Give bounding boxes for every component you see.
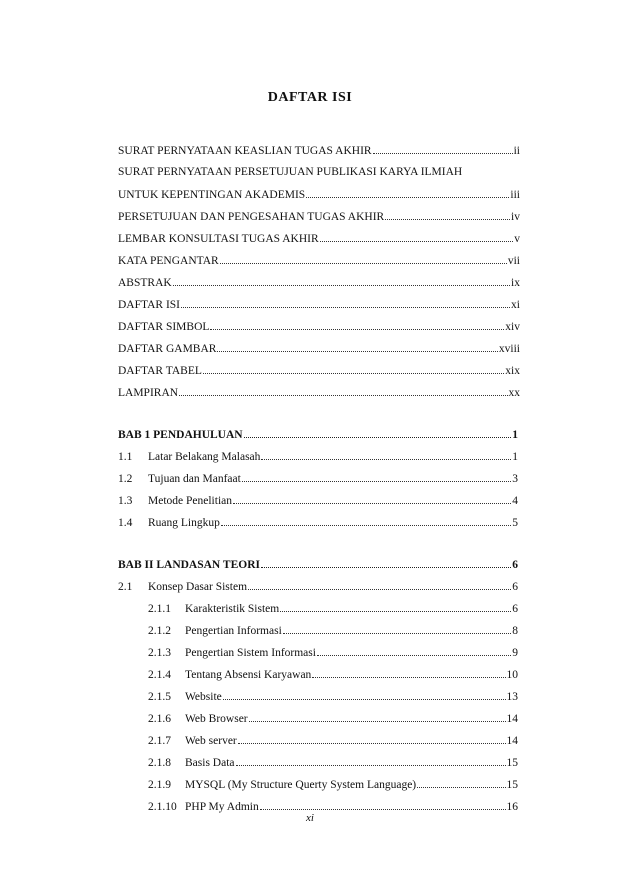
toc-label: SURAT PERNYATAAN KEASLIAN TUGAS AKHIR [118,145,372,157]
toc-chapter-heading[interactable] [118,557,518,572]
toc-number: 2.1 [118,581,133,593]
toc-number: 2.1.5 [148,691,171,703]
toc-number: 2.1.2 [148,625,171,637]
toc-number: 1.3 [118,495,133,507]
toc-page: iii [510,189,520,201]
toc-page: 1 [512,429,518,441]
leader-dots [217,341,497,352]
toc-label: Web server [185,735,237,747]
toc-label: Metode Penelitian [148,495,232,507]
leader-dots [261,557,511,568]
leader-dots [312,667,505,678]
toc-label: Ruang Lingkup [148,517,220,529]
leader-dots [385,209,510,220]
leader-dots [280,601,511,612]
leader-dots [260,799,506,810]
leader-dots [220,253,507,264]
toc-entry[interactable] [118,209,520,224]
toc-number: 2.1.10 [148,801,177,813]
toc-label: Web Browser [185,713,248,725]
toc-label: KATA PENGANTAR [118,255,219,267]
page-title: DAFTAR ISI [267,90,353,105]
toc-label: Website [185,691,222,703]
leader-dots [173,275,510,286]
toc-label: BAB II LANDASAN TEORI [118,559,260,571]
toc-label: Pengertian Sistem Informasi [185,647,316,659]
toc-number: 2.1.9 [148,779,171,791]
toc-page: 5 [512,517,518,529]
toc-page: xi [511,299,520,311]
toc-label: ABSTRAK [118,277,172,289]
toc-label: Tentang Absensi Karyawan [185,669,312,681]
leader-dots [179,385,507,396]
toc-entry[interactable] [118,187,520,202]
toc-number: 2.1.3 [148,647,171,659]
toc-label: BAB 1 PENDAHULUAN [118,429,243,441]
toc-page: ix [511,277,520,289]
toc-entry[interactable] [118,493,518,508]
toc-entry[interactable] [118,385,520,400]
toc-number: 2.1.8 [148,757,171,769]
leader-dots [249,711,506,722]
toc-number: 1.4 [118,517,133,529]
toc-page: 6 [512,603,518,615]
toc-entry[interactable] [148,689,518,704]
toc-page: 15 [506,757,518,769]
toc-number: 2.1.6 [148,713,171,725]
toc-entry[interactable] [118,449,518,464]
leader-dots [261,449,511,460]
toc-entry[interactable] [148,711,518,726]
toc-label: DAFTAR GAMBAR [118,343,217,355]
leader-dots [244,427,512,438]
toc-entry[interactable] [118,231,520,246]
toc-page: 9 [512,647,518,659]
toc-entry[interactable] [118,341,520,356]
toc-page: 8 [512,625,518,637]
toc-page: 10 [506,669,518,681]
toc-number: 1.2 [118,473,133,485]
toc-page: 16 [506,801,518,813]
toc-page: 4 [512,495,518,507]
toc-label: Konsep Dasar Sistem [148,581,248,593]
toc-label: PHP My Admin [185,801,259,813]
toc-page: 15 [506,779,518,791]
toc-entry[interactable] [118,319,520,334]
toc-page: xx [508,387,520,399]
toc-label: Karakteristik Sistem [185,603,280,615]
leader-dots [210,319,504,330]
toc-entry[interactable] [148,645,518,660]
toc-entry[interactable] [118,515,518,530]
leader-dots [223,689,506,700]
toc-page: vii [507,255,520,267]
toc-number: 2.1.7 [148,735,171,747]
toc-entry[interactable] [148,755,518,770]
toc-page: v [514,233,520,245]
toc-page: iv [511,211,520,223]
leader-dots [236,755,506,766]
toc-label: Pengertian Informasi [185,625,282,637]
toc-entry[interactable] [118,143,520,158]
toc-page: xviii [498,343,520,355]
toc-entry[interactable] [148,733,518,748]
toc-label: LEMBAR KONSULTASI TUGAS AKHIR [118,233,319,245]
toc-label: Basis Data [185,757,235,769]
leader-dots [320,231,514,242]
toc-entry[interactable] [118,579,518,594]
toc-label: DAFTAR ISI [118,299,181,311]
leader-dots [306,187,509,198]
toc-page: xix [505,365,520,377]
toc-entry[interactable] [118,253,520,268]
toc-entry[interactable] [118,275,520,290]
leader-dots [221,515,511,526]
toc-entry[interactable] [148,777,518,792]
toc-entry[interactable] [118,363,520,378]
toc-label: SURAT PERNYATAAN PERSETUJUAN PUBLIKASI KARYA ILMIAH [118,166,463,178]
leader-dots [242,471,511,482]
toc-entry[interactable] [118,471,518,486]
leader-dots [181,297,510,308]
toc-page: 6 [512,559,518,571]
toc-page: 14 [506,735,518,747]
leader-dots [233,493,511,504]
leader-dots [317,645,511,656]
page-number: xi [306,812,314,824]
toc-label: MYSQL (My Structure Querty System Language) [185,779,417,791]
toc-number: 1.1 [118,451,133,463]
toc-page: 6 [512,581,518,593]
toc-entry[interactable] [118,297,520,312]
toc-label: UNTUK KEPENTINGAN AKADEMIS [118,189,306,201]
toc-entry[interactable] [148,623,518,638]
leader-dots [373,143,513,154]
leader-dots [417,777,505,788]
leader-dots [203,363,504,374]
toc-entry[interactable] [148,667,518,682]
toc-entry[interactable] [148,601,518,616]
toc-label: LAMPIRAN [118,387,179,399]
toc-label: Tujuan dan Manfaat [148,473,241,485]
toc-page: 3 [512,473,518,485]
leader-dots [248,579,511,590]
toc-page: 13 [506,691,518,703]
leader-dots [283,623,511,634]
toc-entry[interactable] [118,165,520,179]
toc-label: PERSETUJUAN DAN PENGESAHAN TUGAS AKHIR [118,211,385,223]
toc-chapter-heading[interactable] [118,427,518,442]
toc-page: 1 [512,451,518,463]
toc-label: DAFTAR SIMBOL [118,321,210,333]
toc-page: 14 [506,713,518,725]
leader-dots [238,733,506,744]
toc-label: Latar Belakang Malasah [148,451,261,463]
toc-number: 2.1.4 [148,669,171,681]
toc-number: 2.1.1 [148,603,171,615]
toc-label: DAFTAR TABEL [118,365,202,377]
toc-page: xiv [505,321,520,333]
toc-page: ii [513,145,520,157]
